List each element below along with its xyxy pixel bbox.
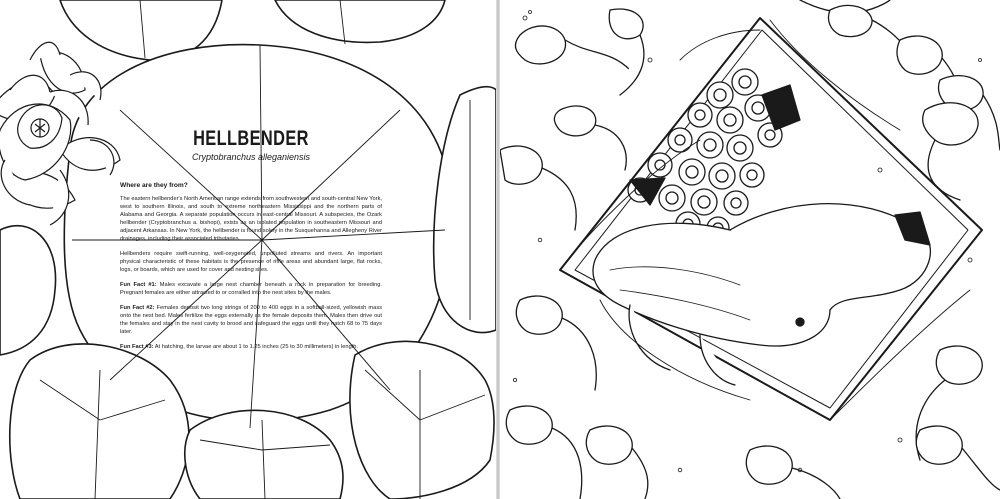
fun-fact-label: Fun Fact #3:: [120, 344, 154, 350]
fun-fact-text: Females deposit two long strings of 200 to 400 eggs in a softball-sized, yellowish mass onto the nest bed. Males fertilize the eggs externally as the female deposits them. Males then drive out the females and stay in the nest cavity to brood and safeguard the eggs until they hatch 68 to 75 days later.: [120, 305, 383, 335]
range-paragraph: The eastern hellbender's North American range extends from southwestern and south-central New York, west to southern Illinois, and south to extreme northeastern Mississippi and the northern parts of Alabama and Georgia. A separate population occurs in east-central Missouri. A subspecies, the Ozark hellbender (Cryptobranchus a. bishopi), exists as an isolated population in southeastern Missouri and adjacent Arkansas. In New York, the hellbender is found solely in the Susquehanna and Allegheny River drainages, including their associated tributaries.: [120, 196, 382, 242]
fun-fact-2: [120, 304, 382, 336]
fun-fact-label: Fun Fact #1:: [120, 282, 157, 288]
article-title: HELLBENDER: [193, 127, 309, 150]
section-heading: Where are they from?: [120, 182, 188, 189]
fun-fact-text: At hatching, the larvae are about 1 to 1.25 inches (25 to 30 millimeters) in length.: [153, 344, 359, 350]
fun-fact-text: Males excavate a large nest chamber beneath a rock in preparation for breeding. Pregnant females are either attracted to or corralled into the nest sites by the males.: [120, 282, 382, 296]
left-page: [0, 0, 496, 499]
fun-fact-1: [120, 281, 382, 297]
right-page: [500, 0, 1000, 499]
scientific-name: Cryptobranchus alleganiensis: [191, 152, 311, 162]
fun-fact-3: [120, 343, 382, 351]
hellbender-illustration: [500, 0, 1000, 499]
habitat-paragraph: Hellbenders require swift-running, well-oxygenated, unpolluted streams and rivers. An important physical characteristic of these habitats is the presence of riffle areas and abundant large, flat rocks, logs, or boards, which are used for cover and nesting sites.: [120, 251, 382, 273]
fun-fact-label: Fun Fact #2:: [120, 305, 155, 311]
article-text: [120, 128, 382, 358]
